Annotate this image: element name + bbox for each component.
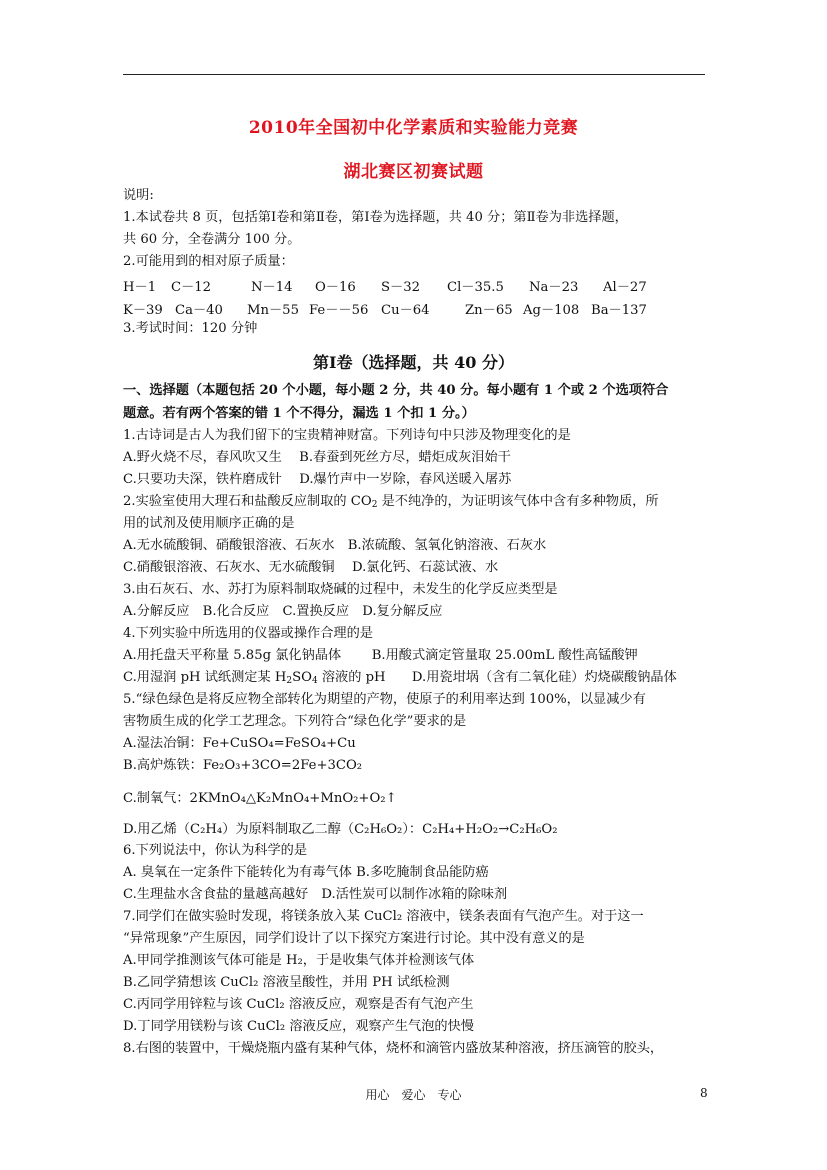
q7-option-c: C.丙同学用锌粒与该 CuCl₂ 溶液反应，观察是否有气泡产生 — [123, 997, 474, 1012]
page-footer: 用心 爱心 专心 — [365, 1088, 462, 1102]
atomic-masses-row-2 — [123, 299, 647, 318]
atom-mass: K－39 — [123, 303, 163, 318]
q4c-post: 溶液的 pH D.用瓷坩埚（含有二氧化硅）灼烧碳酸钠晶体 — [317, 670, 677, 685]
question-7a: 7.同学们在做实验时发现，将镁条放入某 CuCl₂ 溶液中，镁条表面有气泡产生。对于这一 — [123, 909, 644, 924]
question-6: 6.下列说法中，你认为科学的是 — [123, 843, 308, 858]
q7-option-d: D.丁同学用镁粉与该 CuCl₂ 溶液反应，观察产生气泡的快慢 — [123, 1019, 474, 1034]
q2-options-cd: C.硝酸银溶液、石灰水、无水硫酸铜 D.氯化钙、石蕊试液、水 — [123, 560, 499, 575]
q5-option-b: B.高炉炼铁：Fe₂O₃+3CO=2Fe+3CO₂ — [123, 758, 363, 773]
question-2a: 2.实验室使用大理石和盐酸反应制取的 $CO_2$ 是不纯净的，为证明该气体中含有多种物质，所 — [123, 494, 659, 510]
section-intro-a: 一、选择题（本题包括 20 个小题，每小题 2 分，共 40 分。每小题有 1 个或 2 个选项符合 — [123, 383, 669, 398]
q2-options-ab: A.无水硫酸铜、硝酸银溶液、石灰水 B.浓硫酸、氢氧化钠溶液、石灰水 — [123, 538, 547, 553]
atom-mass: Ca－40 — [175, 303, 223, 318]
note-1b: 共 60 分，全卷满分 100 分。 — [123, 232, 301, 247]
question-5a: 5.“绿色绿色是将反应物全部转化为期望的产物，使原子的利用率达到 100%，以显减少有 — [123, 692, 646, 707]
section-heading: 第Ⅰ卷（选择题，共 40 分） — [313, 353, 514, 372]
atom-mass: C－12 — [171, 280, 212, 295]
q4c-pre: C.用湿润 pH 试纸测定某 H — [123, 670, 287, 685]
q5-option-d: D.用乙烯（C₂H₄）为原料制取乙二醇（C₂H₆O₂）：C₂H₄+H₂O₂→C₂H₆O₂ — [123, 822, 558, 837]
notes-label: 说明: — [123, 188, 154, 203]
page-number: 8 — [700, 1086, 708, 1100]
q5-option-c: C.制氧气：2KMnO₄△K₂MnO₄+MnO₂+O₂↑ — [123, 791, 397, 806]
atom-mass: Na－23 — [529, 280, 579, 295]
q7-option-b: B.乙同学猜想该 CuCl₂ 溶液呈酸性，并用 PH 试纸检测 — [123, 975, 450, 990]
note-1a: 1.本试卷共 8 页，包括第Ⅰ卷和第Ⅱ卷，第Ⅰ卷为选择题，共 40 分；第Ⅱ卷为非选择题， — [123, 210, 628, 225]
q4c-mid: SO — [292, 670, 312, 685]
exam-subtitle: 湖北赛区初赛试题 — [343, 162, 484, 182]
q2a-pre: 2.实验室使用大理石和盐酸反应制取的 CO — [123, 494, 372, 509]
question-5b: 害物质生成的化学工艺理念。下列符合“绿色化学”要求的是 — [123, 714, 467, 729]
atom-mass: Ag－108 — [523, 303, 580, 318]
q6-options-cd: C.生理盐水含食盐的量越高越好 D.活性炭可以制作冰箱的除味剂 — [123, 887, 508, 902]
atom-mass: O－16 — [315, 280, 356, 295]
q4-options-cd: C.用湿润 pH 试纸测定某 $H_2SO_4$ 溶液的 pH D.用瓷坩埚（含有二氧化硅）灼烧碳酸钠晶体 — [123, 670, 677, 686]
atomic-masses-row-1 — [123, 276, 647, 295]
atom-mass: Cl－35.5 — [447, 280, 504, 295]
q5-option-a: A.湿法冶铜：Fe+CuSO₄=FeSO₄+Cu — [123, 736, 356, 751]
note-3: 3.考试时间：120 分钟 — [123, 321, 258, 336]
atom-mass: Zn－65 — [465, 303, 513, 318]
atom-mass: S－32 — [381, 280, 421, 295]
q2a-post: 是不纯净的，为证明该气体中含有多种物质，所 — [377, 494, 659, 509]
atom-mass: Cu－64 — [381, 303, 430, 318]
header-rule — [123, 74, 705, 75]
question-2b: 用的试剂及使用顺序正确的是 — [123, 516, 295, 531]
note-2: 2.可能用到的相对原子质量： — [123, 254, 294, 269]
q6-options-ab: A. 臭氧在一定条件下能转化为有毒气体 B.多吃腌制食品能防癌 — [123, 865, 489, 880]
q1-options-cd: C.只要功夫深，铁杵磨成针 D.爆竹声中一岁除，春风送暖入屠苏 — [123, 472, 512, 487]
atom-mass: N－14 — [251, 280, 293, 295]
q3-options: A.分解反应 B.化合反应 C.置换反应 D.复分解反应 — [123, 604, 443, 619]
exam-title: 2010年全国初中化学素质和实验能力竞赛 — [248, 118, 579, 138]
atom-mass: Al－27 — [603, 280, 647, 295]
question-3: 3.由石灰石、水、苏打为原料制取烧碱的过程中，未发生的化学反应类型是 — [123, 582, 558, 597]
question-8: 8.右图的装置中，干燥烧瓶内盛有某种气体，烧杯和滴管内盛放某种溶液，挤压滴管的胶头， — [123, 1041, 664, 1056]
atom-mass: Mn－55 — [247, 303, 299, 318]
section-intro-b: 题意。若有两个答案的错 1 个不得分，漏选 1 个扣 1 分。） — [123, 406, 475, 421]
atom-mass: Fe－－56 — [309, 303, 369, 318]
q1-options-ab: A.野火烧不尽，春风吹又生 B.春蚕到死丝方尽，蜡炬成灰泪始干 — [123, 450, 511, 465]
atom-mass: H－1 — [123, 280, 157, 295]
q4-options-ab: A.用托盘天平称量 5.85g 氯化钠晶体 B.用酸式滴定管量取 25.00mL 酸性高锰酸钾 — [123, 648, 638, 663]
question-7b: “异常现象”产生原因，同学们设计了以下探究方案进行讨论。其中没有意义的是 — [123, 931, 585, 946]
atom-mass: Ba－137 — [591, 303, 647, 318]
question-1: 1.古诗词是古人为我们留下的宝贵精神财富。下列诗句中只涉及物理变化的是 — [123, 428, 571, 443]
question-4: 4.下列实验中所选用的仪器或操作合理的是 — [123, 626, 373, 641]
q7-option-a: A.甲同学推测该气体可能是 H₂，于是收集气体并检测该气体 — [123, 953, 475, 968]
